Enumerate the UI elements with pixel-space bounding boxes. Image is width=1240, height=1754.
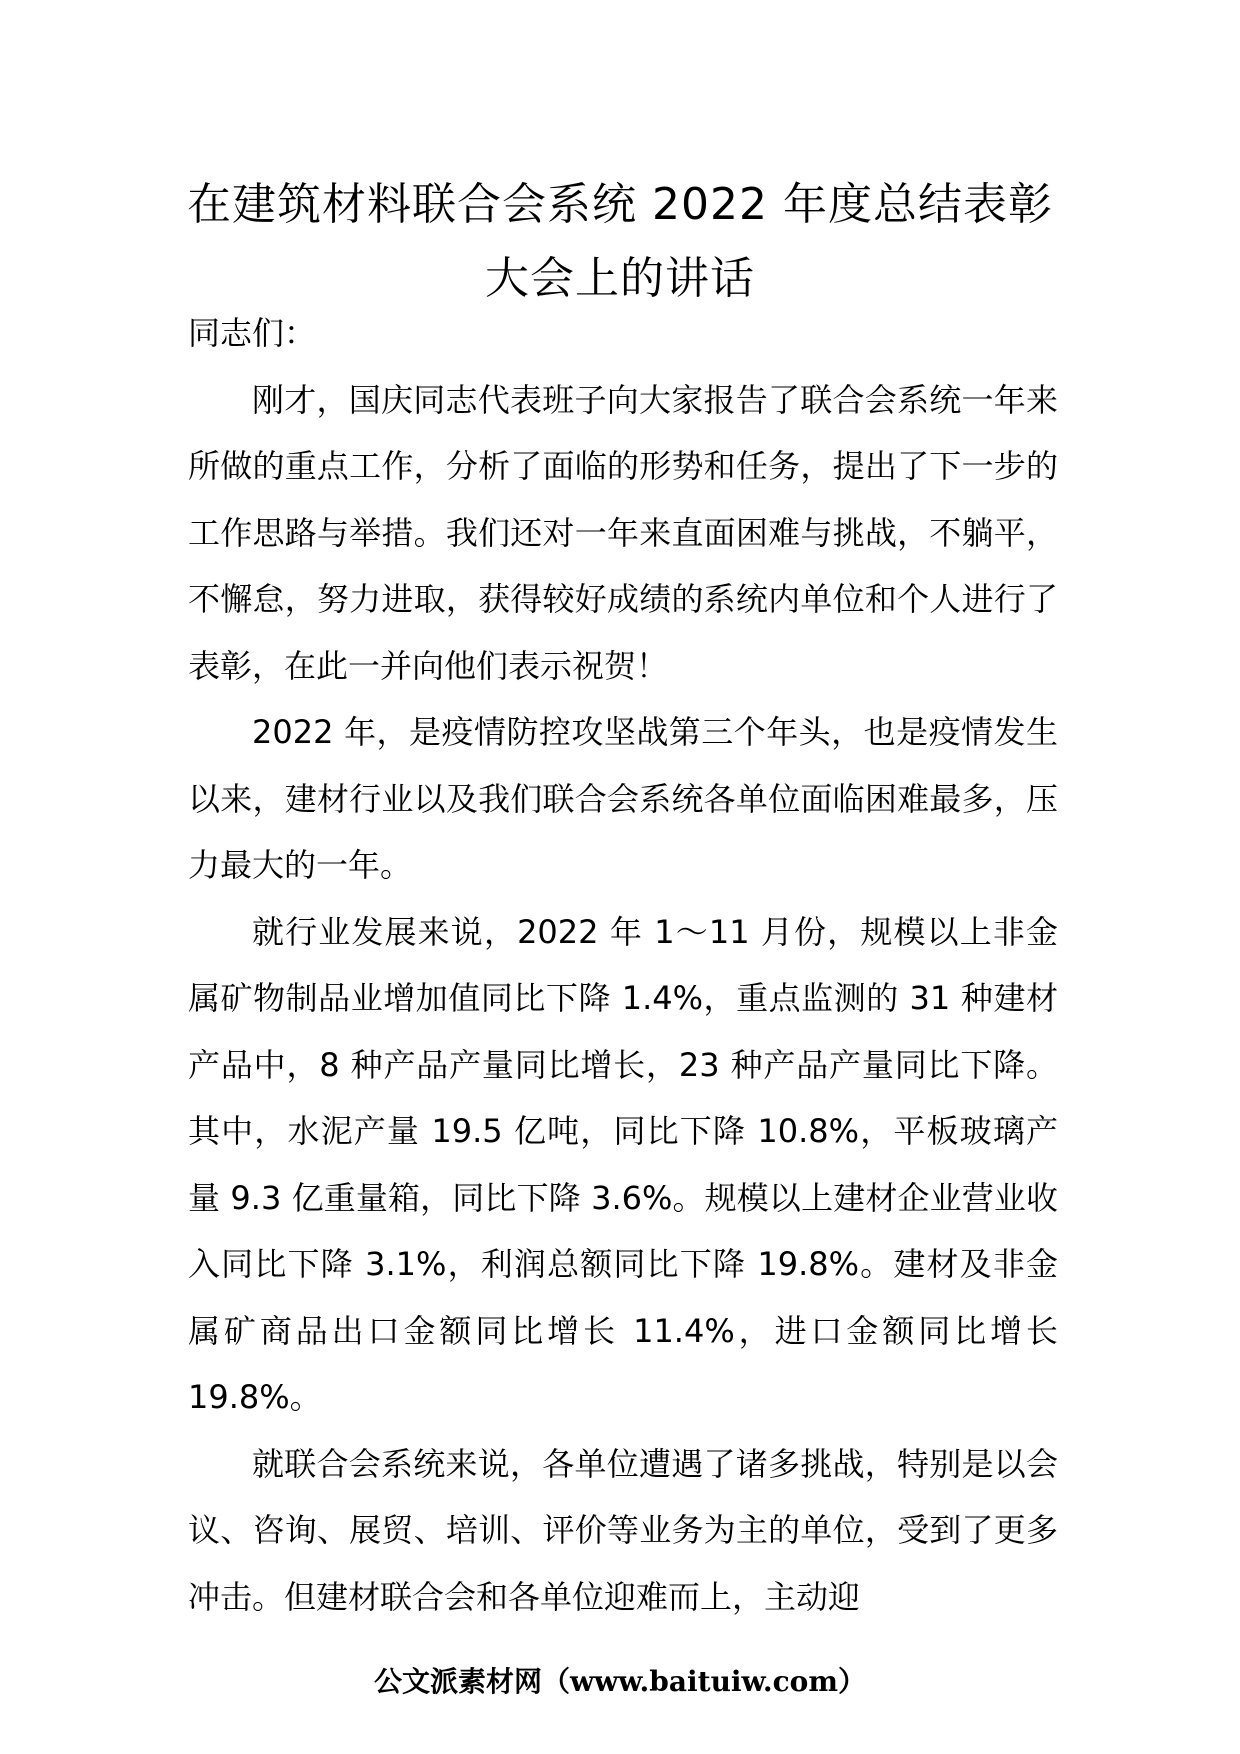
title-line-1: 在建筑材料联合会系统 2022 年度总结表彰 bbox=[187, 179, 1053, 230]
paragraph-1: 刚才，国庆同志代表班子向大家报告了联合会系统一年来所做的重点工作，分析了面临的形势和任务，提出了下一步的工作思路与举措。我们还对一年来直面困难与挑战，不躺平，不懈怠，努力进取，获得较好成绩的系统内单位和个人进行了表彰，在此一并向他们表示祝贺！ bbox=[188, 380, 1058, 685]
paragraph-4: 就联合会系统来说，各单位遭遇了诸多挑战，特别是以会议、咨询、展贸、培训、评价等业务为主的单位，受到了更多冲击。但建材联合会和各单位迎难而上，主动迎 bbox=[188, 1444, 1058, 1616]
footer-watermark: 公文派素材网（www.baituiw.com） bbox=[374, 1665, 866, 1698]
document-title bbox=[170, 168, 1070, 316]
document-body bbox=[188, 300, 1058, 1630]
greeting: 同志们： bbox=[188, 314, 317, 352]
paragraph-3: 就行业发展来说，2022 年 1～11 月份，规模以上非金属矿物制品业增加值同比下降 1.4%，重点监测的 31 种建材产品中，8 种产品产量同比增长，23 种产品产量同比下降。其中，水泥产量 19.5 亿吨，同比下降 10.8%，平板玻璃产量 9.3 亿重量箱，同比下降 3.6%。规模以上建材企业营业收入同比下降 3.1%，利润总额同比下降 19.8%。建材及非金属矿商品出口金额同比增长 11.4%，进口金额同比增长 19.8%。 bbox=[188, 912, 1058, 1416]
title-line-2: 大会上的讲话 bbox=[485, 253, 755, 304]
paragraph-2: 2022 年，是疫情防控攻坚战第三个年头，也是疫情发生以来，建材行业以及我们联合会系统各单位面临困难最多，压力最大的一年。 bbox=[188, 713, 1058, 884]
